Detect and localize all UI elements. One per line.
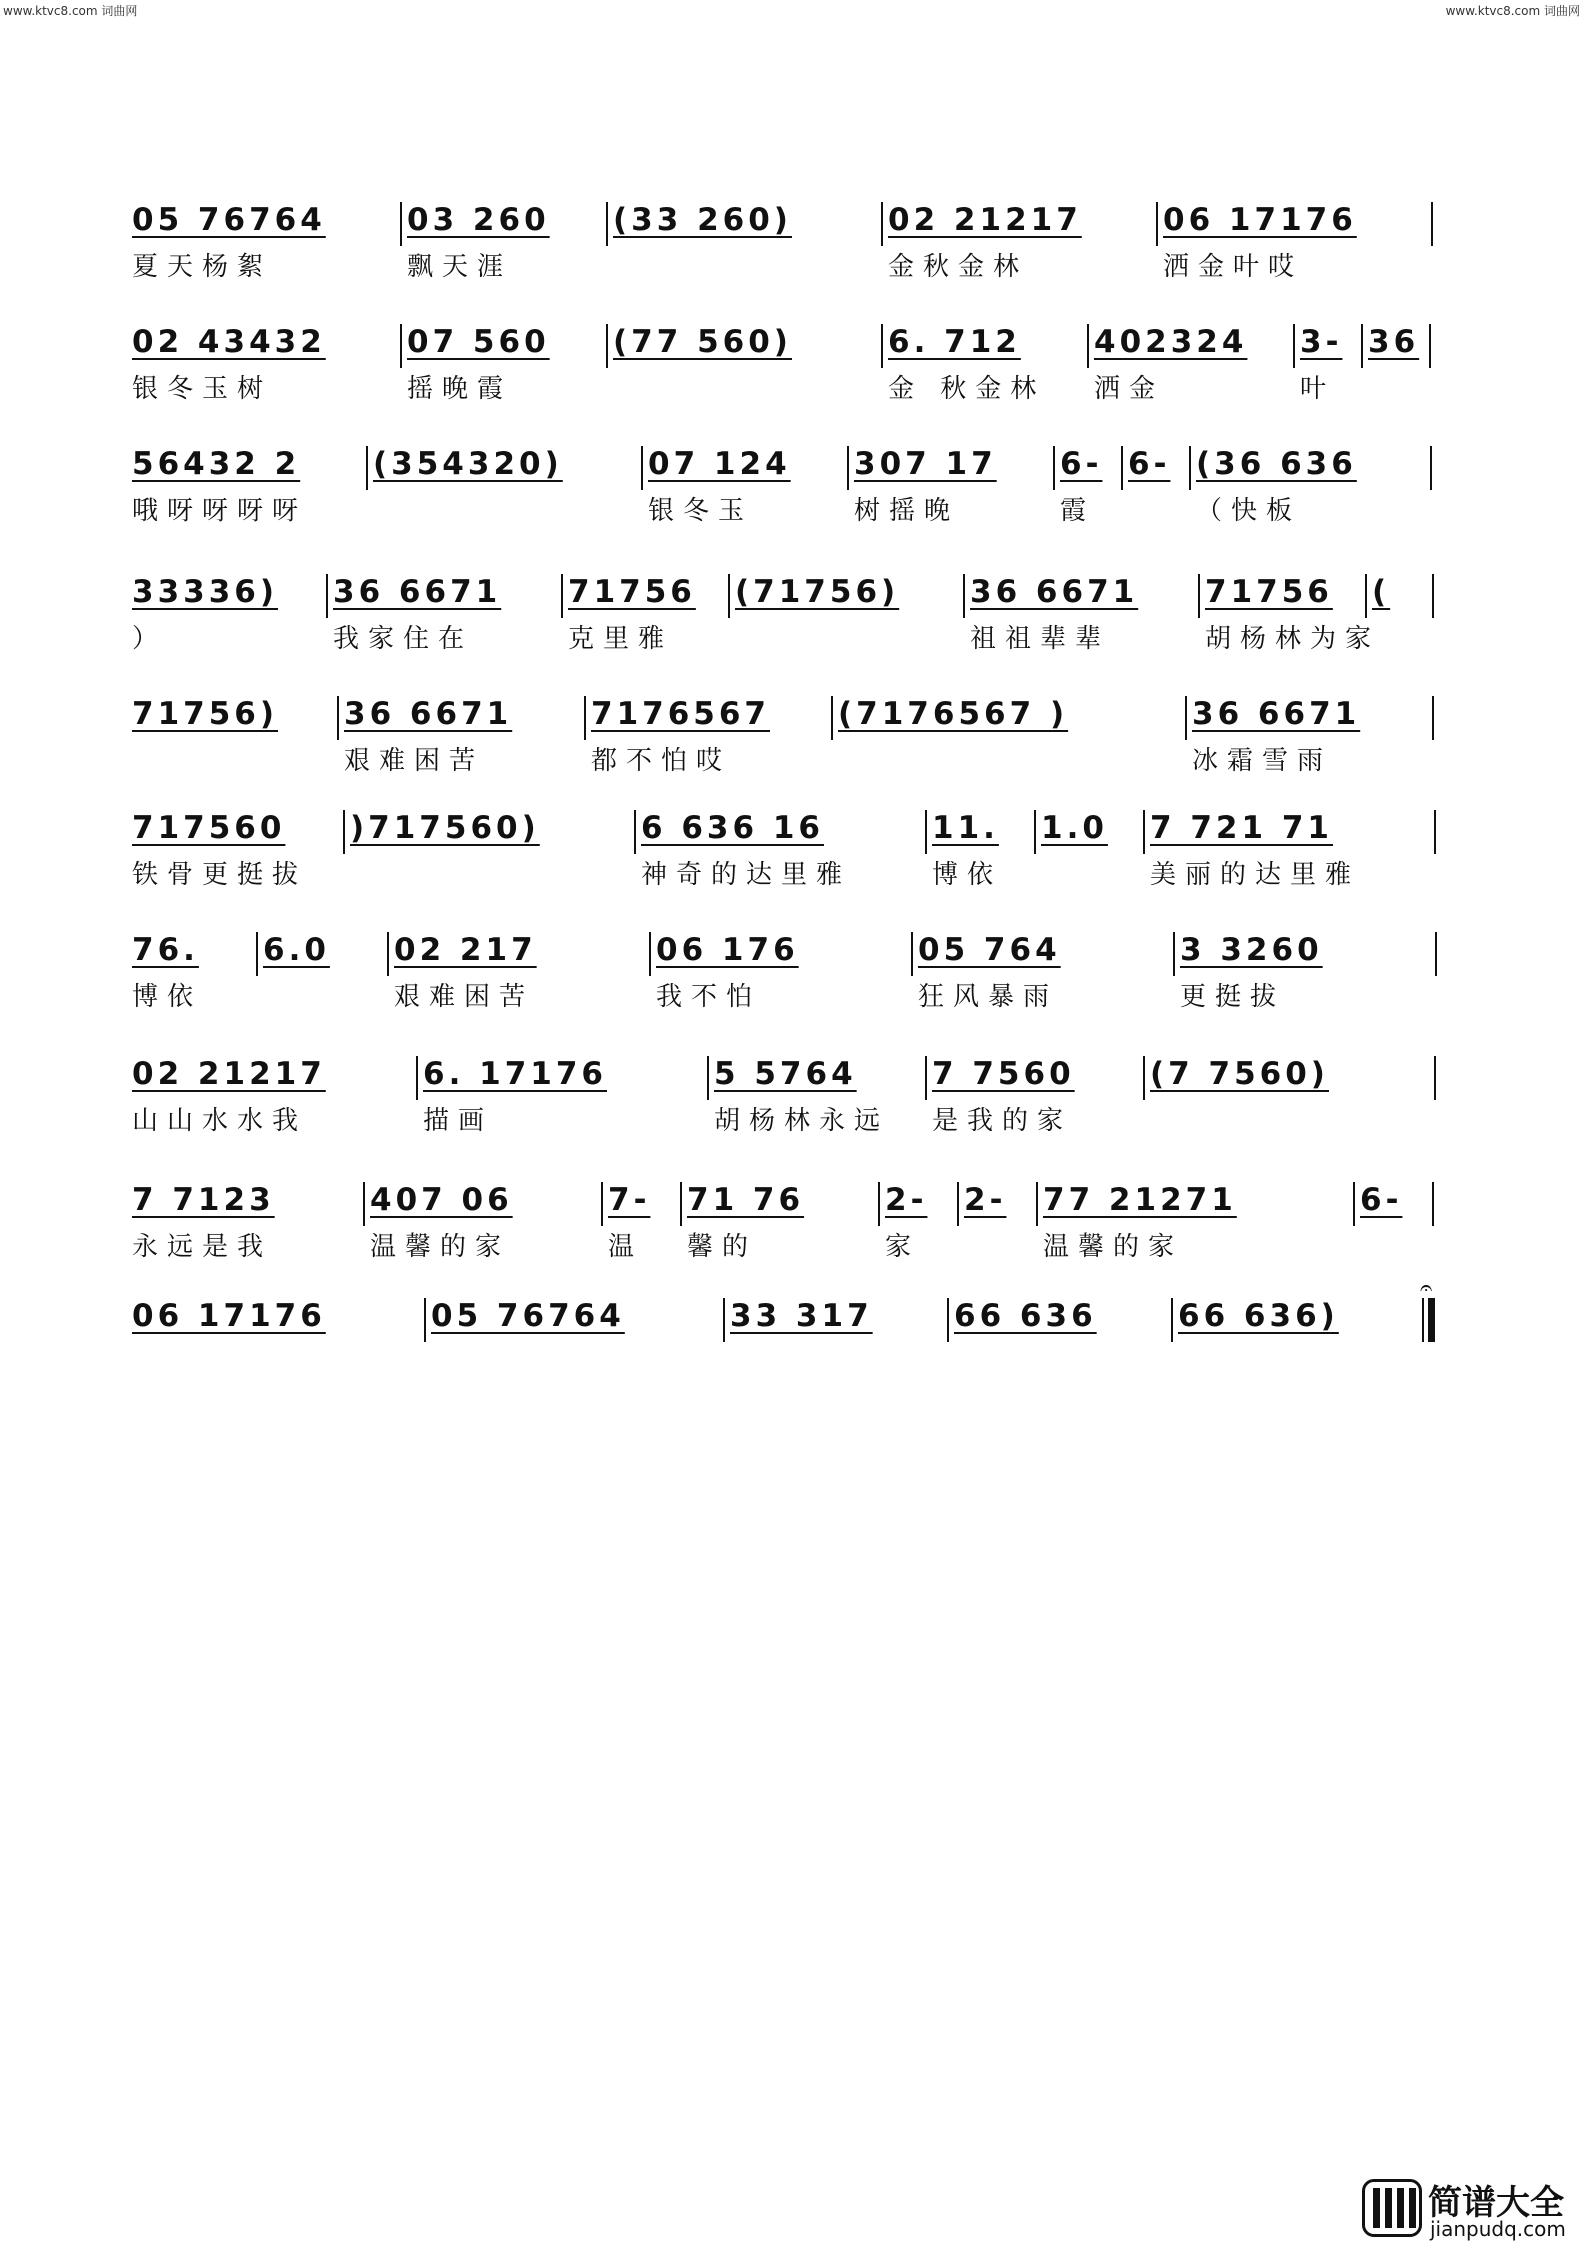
barline <box>256 932 258 976</box>
measure-notes: 06 17176 <box>1163 202 1357 238</box>
measure-notes: 36 <box>1368 324 1420 360</box>
score-system <box>128 1054 1448 1164</box>
measure-lyrics: 霞 <box>1060 496 1096 526</box>
measure <box>652 930 910 1020</box>
measure <box>587 694 830 784</box>
measure-notes: 76. <box>132 932 199 968</box>
barline <box>649 932 651 976</box>
score-system <box>128 200 1448 310</box>
measure-lyrics: 都不怕哎 <box>591 746 732 776</box>
barline <box>1036 1182 1038 1226</box>
measure-notes: 6.0 <box>263 932 330 968</box>
measure-notes: 307 17 <box>854 446 997 482</box>
measure-lyrics: 摇晚霞 <box>407 374 513 404</box>
barline <box>1431 202 1433 246</box>
measure <box>726 1296 946 1386</box>
measure-lyrics: 博依 <box>932 860 1003 890</box>
logo <box>1362 2175 1582 2241</box>
logo-url: jianpudq.com <box>1430 2217 1566 2241</box>
measure <box>419 1054 706 1144</box>
measure <box>731 572 962 662</box>
measure-lyrics: 飘天涯 <box>407 252 513 282</box>
measure-lyrics: 银冬玉树 <box>132 374 273 404</box>
barline <box>925 1056 927 1100</box>
measure-lyrics: 是我的家 <box>932 1106 1073 1136</box>
measure <box>128 930 255 1020</box>
measure <box>128 322 399 412</box>
score-system <box>128 808 1448 918</box>
measure <box>1124 444 1188 534</box>
measure <box>960 1180 1035 1270</box>
barline <box>1361 324 1363 368</box>
measure <box>884 200 1155 290</box>
measure-lyrics: 狂风暴雨 <box>918 982 1059 1012</box>
barline <box>707 1056 709 1100</box>
barline <box>1121 446 1123 490</box>
measure <box>609 200 880 290</box>
measure <box>346 808 633 898</box>
measure-notes: 11. <box>932 810 999 846</box>
measure-notes: 03 260 <box>407 202 550 238</box>
measure-notes: 1.0 <box>1041 810 1108 846</box>
measure <box>390 930 648 1020</box>
barline <box>601 1182 603 1226</box>
score-system <box>128 1180 1448 1290</box>
barline <box>1432 696 1434 740</box>
measure <box>914 930 1172 1020</box>
barline <box>1143 810 1145 854</box>
barline <box>957 1182 959 1226</box>
measure <box>637 808 924 898</box>
measure <box>1192 444 1429 534</box>
measure-notes: 3- <box>1300 324 1343 360</box>
measure-lyrics: 更挺拔 <box>1180 982 1286 1012</box>
measure-notes: 6 636 16 <box>641 810 825 846</box>
barline <box>1185 696 1187 740</box>
piano-keys-icon <box>1362 2179 1422 2237</box>
measure <box>609 322 880 412</box>
measure-notes: 7 7560 <box>932 1056 1075 1092</box>
barline <box>728 574 730 618</box>
measure-notes: 3 3260 <box>1180 932 1323 968</box>
measure-notes: 2- <box>964 1182 1007 1218</box>
measure-lyrics: 艰难困苦 <box>344 746 485 776</box>
measure <box>1176 930 1434 1020</box>
measure-notes: 5 5764 <box>714 1056 857 1092</box>
final-barline-thick <box>1428 1298 1435 1342</box>
measure <box>128 694 336 784</box>
measure-notes: (7 7560) <box>1150 1056 1329 1092</box>
score-system <box>128 1276 1448 1406</box>
measure <box>850 444 1052 534</box>
measure-notes: 33 317 <box>730 1298 873 1334</box>
measure-notes: 36 6671 <box>344 696 513 732</box>
barline <box>1293 324 1295 368</box>
measure-lyrics: 克里雅 <box>568 624 674 654</box>
measure-notes: (77 560) <box>613 324 792 360</box>
barline <box>1156 202 1158 246</box>
barline <box>1171 1298 1173 1342</box>
measure-lyrics: 胡杨林永远 <box>714 1106 890 1136</box>
barline <box>561 574 563 618</box>
measure-notes: 07 560 <box>407 324 550 360</box>
measure-notes: 7 7123 <box>132 1182 275 1218</box>
barline <box>878 1182 880 1226</box>
barline <box>963 574 965 618</box>
measure-notes: 7- <box>608 1182 651 1218</box>
measure <box>1056 444 1120 534</box>
measure-lyrics: （快板 <box>1196 496 1302 526</box>
measure-lyrics: 我家住在 <box>333 624 474 654</box>
header-site-left: www.ktvc8.com 词曲网 <box>3 4 138 18</box>
measure <box>366 1180 600 1270</box>
measure-lyrics: 铁骨更挺拔 <box>132 860 308 890</box>
measure <box>1174 1296 1432 1386</box>
barline <box>1353 1182 1355 1226</box>
measure <box>1090 322 1292 412</box>
measure-lyrics: 温 <box>608 1232 644 1262</box>
measure-notes: 66 636 <box>954 1298 1097 1334</box>
measure-notes: 33336) <box>132 574 279 610</box>
measure-lyrics: 冰霜雪雨 <box>1192 746 1333 776</box>
measure <box>1146 1054 1433 1144</box>
measure-notes: )717560) <box>350 810 540 846</box>
measure <box>403 322 605 412</box>
barline <box>424 1298 426 1342</box>
measure-notes: (354320) <box>373 446 563 482</box>
measure-notes: 05 76764 <box>132 202 326 238</box>
measure <box>1159 200 1430 290</box>
barline <box>680 1182 682 1226</box>
barline <box>1189 446 1191 490</box>
measure-lyrics: 描画 <box>423 1106 494 1136</box>
measure <box>710 1054 924 1144</box>
barline <box>1430 446 1432 490</box>
barline <box>606 324 608 368</box>
measure-notes: 66 636) <box>1178 1298 1339 1334</box>
measure-notes: (71756) <box>735 574 900 610</box>
fermata-icon: 𝄐 <box>1420 1276 1433 1301</box>
measure <box>259 930 386 1020</box>
measure <box>1146 808 1433 898</box>
barline <box>831 696 833 740</box>
measure-lyrics: 美丽的达里雅 <box>1150 860 1361 890</box>
barline <box>337 696 339 740</box>
measure-lyrics: 树摇晚 <box>854 496 960 526</box>
measure-lyrics: 艰难困苦 <box>394 982 535 1012</box>
barline <box>634 810 636 854</box>
barline <box>1435 932 1437 976</box>
measure-notes: 05 764 <box>918 932 1061 968</box>
measure-lyrics: 家 <box>885 1232 921 1262</box>
measure <box>128 444 365 534</box>
barline <box>1434 810 1436 854</box>
barline <box>1432 1182 1434 1226</box>
measure-notes: 05 76764 <box>431 1298 625 1334</box>
measure-lyrics: 夏天杨絮 <box>132 252 273 282</box>
measure-notes: (33 260) <box>613 202 792 238</box>
measure-notes: 36 6671 <box>970 574 1139 610</box>
measure-lyrics: 胡杨林为家 <box>1205 624 1381 654</box>
measure-notes: 71756) <box>132 696 279 732</box>
measure-notes: 407 06 <box>370 1182 513 1218</box>
measure-notes: 02 43432 <box>132 324 326 360</box>
measure-notes: 06 176 <box>656 932 799 968</box>
barline <box>363 1182 365 1226</box>
measure <box>564 572 727 662</box>
measure <box>128 1054 415 1144</box>
measure <box>128 572 325 662</box>
measure <box>1188 694 1431 784</box>
logo-title: 简谱大全 <box>1428 2183 1564 2223</box>
measure-notes: 6- <box>1060 446 1103 482</box>
barline <box>1198 574 1200 618</box>
barline <box>400 324 402 368</box>
barline <box>1087 324 1089 368</box>
barline <box>326 574 328 618</box>
measure-lyrics: 银冬玉 <box>648 496 754 526</box>
measure-notes: 71756 <box>1205 574 1333 610</box>
measure-notes: 56432 2 <box>132 446 301 482</box>
measure-lyrics: 山山水水我 <box>132 1106 308 1136</box>
measure-notes: 6. 17176 <box>423 1056 607 1092</box>
barline <box>1143 1056 1145 1100</box>
barline <box>723 1298 725 1342</box>
barline <box>416 1056 418 1100</box>
barline <box>400 202 402 246</box>
measure <box>1039 1180 1352 1270</box>
measure-lyrics: 温馨的家 <box>370 1232 511 1262</box>
measure-lyrics: 祖祖辈辈 <box>970 624 1111 654</box>
measure-notes: 06 17176 <box>132 1298 326 1334</box>
measure <box>644 444 846 534</box>
measure <box>128 1296 423 1386</box>
measure-lyrics: 哦呀呀呀呀 <box>132 496 308 526</box>
measure <box>881 1180 956 1270</box>
measure-notes: 6- <box>1128 446 1171 482</box>
barline <box>1034 810 1036 854</box>
score-system <box>128 444 1448 554</box>
barline <box>366 446 368 490</box>
measure <box>950 1296 1170 1386</box>
measure <box>1368 572 1431 662</box>
measure-notes: 2- <box>885 1182 928 1218</box>
measure-lyrics: ） <box>132 624 168 654</box>
measure <box>966 572 1197 662</box>
measure <box>604 1180 679 1270</box>
measure-notes: 07 124 <box>648 446 791 482</box>
barline <box>1429 324 1431 368</box>
measure-notes: 402324 <box>1094 324 1248 360</box>
measure <box>340 694 583 784</box>
measure <box>1037 808 1142 898</box>
barline <box>584 696 586 740</box>
measure-lyrics: 金秋金林 <box>888 252 1029 282</box>
measure-notes: 36 6671 <box>333 574 502 610</box>
measure <box>928 808 1033 898</box>
measure-lyrics: 神奇的达里雅 <box>641 860 852 890</box>
measure-notes: 6. 712 <box>888 324 1021 360</box>
measure <box>683 1180 877 1270</box>
barline <box>1053 446 1055 490</box>
score-system <box>128 572 1448 682</box>
measure <box>834 694 1184 784</box>
barline <box>343 810 345 854</box>
measure-lyrics: 我不怕 <box>656 982 762 1012</box>
barline <box>1434 1056 1436 1100</box>
measure-notes: 6- <box>1360 1182 1403 1218</box>
barline <box>947 1298 949 1342</box>
barline <box>881 324 883 368</box>
measure-notes: (36 636 <box>1196 446 1357 482</box>
barline <box>1432 574 1434 618</box>
measure <box>1296 322 1360 412</box>
measure-notes: ( <box>1372 574 1391 610</box>
measure-notes: 02 21217 <box>132 1056 326 1092</box>
barline <box>911 932 913 976</box>
measure-lyrics: 博依 <box>132 982 203 1012</box>
measure-lyrics: 永远是我 <box>132 1232 273 1262</box>
final-barline-thin <box>1422 1298 1424 1342</box>
measure-notes: 36 6671 <box>1192 696 1361 732</box>
barline <box>606 202 608 246</box>
measure <box>1356 1180 1431 1270</box>
header-site-right: www.ktvc8.com 词曲网 <box>1445 4 1580 18</box>
measure <box>329 572 560 662</box>
measure-lyrics: 温馨的家 <box>1043 1232 1184 1262</box>
measure <box>403 200 605 290</box>
measure-notes: 7176567 <box>591 696 770 732</box>
measure-notes: 7 721 71 <box>1150 810 1334 846</box>
barline <box>925 810 927 854</box>
measure-notes: 02 21217 <box>888 202 1082 238</box>
score-system <box>128 322 1448 432</box>
barline <box>1173 932 1175 976</box>
measure <box>884 322 1086 412</box>
measure-lyrics: 洒金叶哎 <box>1163 252 1304 282</box>
measure-notes: 717560 <box>132 810 286 846</box>
barline <box>641 446 643 490</box>
measure <box>1364 322 1428 412</box>
barline <box>881 202 883 246</box>
measure-notes: 77 21271 <box>1043 1182 1237 1218</box>
barline <box>1365 574 1367 618</box>
measure-notes: 02 217 <box>394 932 537 968</box>
measure-lyrics: 洒金 <box>1094 374 1165 404</box>
measure-notes: (7176567 ) <box>838 696 1069 732</box>
score-system <box>128 694 1448 804</box>
barline <box>387 932 389 976</box>
measure-notes: 71 76 <box>687 1182 805 1218</box>
measure-lyrics: 金 秋金林 <box>888 374 1046 404</box>
measure-lyrics: 馨的 <box>687 1232 758 1262</box>
measure <box>128 200 399 290</box>
measure-lyrics: 叶 <box>1300 374 1336 404</box>
measure <box>369 444 640 534</box>
barline <box>847 446 849 490</box>
measure <box>128 1180 362 1270</box>
measure-notes: 71756 <box>568 574 696 610</box>
measure <box>427 1296 722 1386</box>
measure <box>128 808 342 898</box>
measure <box>1201 572 1381 662</box>
score-system <box>128 930 1448 1040</box>
measure <box>928 1054 1142 1144</box>
